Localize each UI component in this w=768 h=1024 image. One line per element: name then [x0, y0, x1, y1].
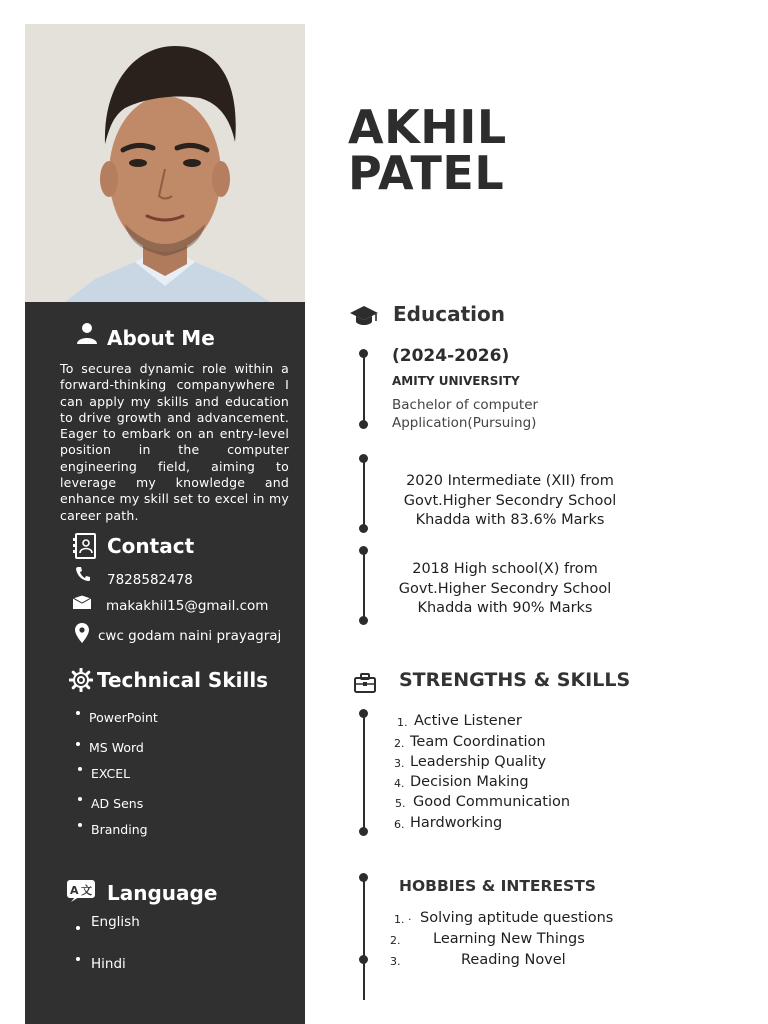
hobby-item: Solving aptitude questions [420, 910, 614, 926]
about-title: About Me [107, 326, 215, 350]
education-years: (2024-2026) [392, 346, 510, 366]
timeline-dot [359, 827, 368, 836]
contact-address: cwc godam naini prayagraj [98, 628, 282, 644]
strength-item: Leadership Quality [410, 754, 547, 770]
strength-item: Active Listener [414, 713, 522, 729]
user-icon [76, 322, 98, 346]
language-item: English [91, 914, 140, 930]
education-line: Khadda with 90% Marks [417, 600, 593, 616]
location-pin-icon [74, 623, 90, 643]
hobbies-title: HOBBIES & INTERESTS [399, 877, 596, 895]
translate-icon [67, 880, 95, 902]
full-name [348, 100, 507, 200]
svg-text:A: A [70, 884, 79, 897]
education-degree-line1: Bachelor of computer [392, 397, 539, 413]
education-line: Khadda with 83.6% Marks [415, 512, 605, 528]
hobby-number: 2. [390, 934, 401, 947]
skill-item: EXCEL [91, 766, 131, 781]
contact-title: Contact [107, 534, 195, 558]
skill-item: MS Word [89, 740, 144, 755]
skill-bullet [78, 767, 82, 771]
strength-number: 3. [394, 757, 405, 770]
last-name: PATEL [348, 146, 505, 200]
strength-number: 1. [397, 716, 408, 729]
skill-bullet [76, 711, 80, 715]
strength-item: Team Coordination [410, 734, 546, 750]
education-degree-line2: Application(Pursuing) [392, 415, 537, 431]
gear-icon [69, 668, 93, 692]
profile-photo-illustration [25, 24, 305, 302]
mail-icon [73, 594, 91, 608]
contact-email[interactable]: makakhil15@gmail.com [106, 598, 269, 614]
svg-text:文: 文 [81, 884, 92, 897]
strength-number: 5. [395, 797, 406, 810]
timeline-dot [359, 420, 368, 429]
skill-item: Branding [91, 822, 148, 837]
language-bullet [76, 926, 80, 930]
contact-book-icon [73, 533, 97, 559]
skill-item: AD Sens [91, 796, 144, 811]
hobby-item: Learning New Things [433, 931, 585, 947]
education-intermediate [385, 472, 635, 531]
hobby-number: 1. · [394, 913, 412, 926]
strength-item: Decision Making [410, 774, 529, 790]
skill-item: PowerPoint [89, 710, 158, 725]
education-line: 2018 High school(X) from [412, 561, 598, 577]
hobby-item: Reading Novel [461, 952, 566, 968]
strength-item: Hardworking [410, 815, 503, 831]
skill-bullet [76, 742, 80, 746]
strength-number: 6. [394, 818, 405, 831]
strengths-title: STRENGTHS & SKILLS [399, 669, 631, 691]
timeline-line [363, 877, 365, 1000]
strength-item: Good Communication [413, 794, 571, 810]
strength-number: 2. [394, 737, 405, 750]
first-name: AKHIL [348, 100, 507, 154]
language-item: Hindi [91, 956, 126, 972]
technical-skills-title: Technical Skills [97, 668, 269, 692]
timeline-dot [359, 524, 368, 533]
timeline-dot [359, 955, 368, 964]
education-highschool [380, 560, 630, 619]
education-line: Govt.Higher Secondry School [403, 492, 617, 509]
education-line: 2020 Intermediate (XII) from [406, 473, 614, 489]
timeline-line [363, 458, 365, 528]
skill-bullet [78, 823, 82, 827]
education-title: Education [393, 302, 505, 326]
graduation-cap-icon [349, 304, 379, 328]
language-bullet [76, 957, 80, 961]
contact-phone[interactable]: 7828582478 [107, 572, 193, 588]
timeline-line [363, 550, 365, 620]
language-title: Language [107, 881, 218, 905]
timeline-dot [359, 616, 368, 625]
education-school: AMITY UNIVERSITY [392, 374, 520, 388]
about-text: To securea dynamic role within a forward-thinking companywhere I can apply my skills and education to drive growth and advancement. Eager to embark on an entry-level position in the computer engineering field, aiming to leverage my knowledge and enhance my skill set to excel in my career path. [60, 361, 289, 523]
briefcase-icon [354, 673, 376, 693]
timeline-line [363, 713, 365, 831]
profile-photo [25, 24, 305, 302]
hobby-number: 3. [390, 955, 401, 968]
skill-bullet [78, 797, 82, 801]
strength-number: 4. [394, 777, 405, 790]
timeline-line [363, 353, 365, 425]
phone-icon [75, 566, 91, 582]
education-line: Govt.Higher Secondry School [398, 580, 612, 597]
